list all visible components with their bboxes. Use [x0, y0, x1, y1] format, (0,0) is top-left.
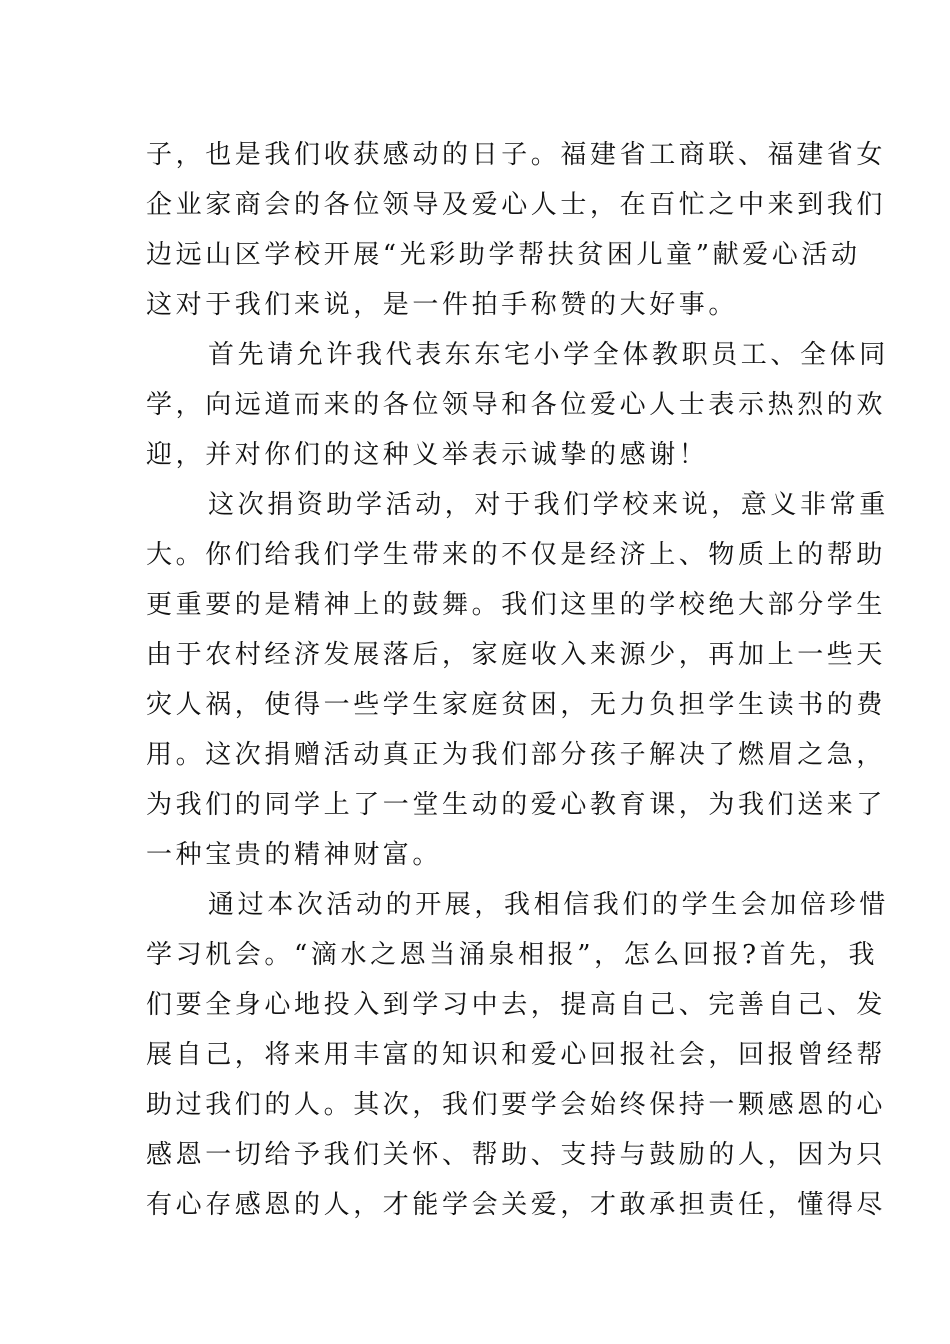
text-line: 这次捐资助学活动，对于我们学校来说，意义非常重: [208, 490, 889, 520]
text-line: 为我们的同学上了一堂生动的爱心教育课，为我们送来了: [146, 790, 887, 820]
text-line: 们要全身心地投入到学习中去，提高自己、完善自己、发: [146, 990, 887, 1020]
text-line: 学，向远道而来的各位领导和各位爱心人士表示热烈的欢: [146, 390, 887, 420]
text-line: 这对于我们来说，是一件拍手称赞的大好事。: [146, 290, 739, 320]
paragraph-4: [146, 880, 889, 1230]
text-line: 大。你们给我们学生带来的不仅是经济上、物质上的帮助: [146, 540, 887, 570]
text-line: 边远山区学校开展“光彩助学帮扶贫困儿童”献爱心活动: [146, 240, 861, 270]
text-line: 感恩一切给予我们关怀、帮助、支持与鼓励的人，因为只: [146, 1140, 887, 1170]
text-line: 迎，并对你们的这种义举表示诚挚的感谢！: [146, 440, 709, 470]
document-body: [146, 130, 889, 1230]
text-line: 展自己，将来用丰富的知识和爱心回报社会，回报曾经帮: [146, 1040, 887, 1070]
text-line: 用。这次捐赠活动真正为我们部分孩子解决了燃眉之急，: [146, 740, 887, 770]
text-line: 首先请允许我代表东东宅小学全体教职员工、全体同: [208, 340, 889, 370]
text-line: 通过本次活动的开展，我相信我们的学生会加倍珍惜: [208, 890, 889, 920]
text-line: 学习机会。“滴水之恩当涌泉相报”，怎么回报?首先，我: [146, 940, 879, 970]
paragraph-2: [146, 330, 889, 480]
text-line: 企业家商会的各位领导及爱心人士，在百忙之中来到我们: [146, 190, 887, 220]
paragraph-3: [146, 480, 889, 880]
text-line: 子，也是我们收获感动的日子。福建省工商联、福建省女: [146, 140, 887, 170]
text-line: 有心存感恩的人，才能学会关爱，才敢承担责任，懂得尽: [146, 1190, 887, 1220]
text-line: 一种宝贵的精神财富。: [146, 840, 443, 870]
text-line: 助过我们的人。其次，我们要学会始终保持一颗感恩的心: [146, 1090, 887, 1120]
paragraph-1: [146, 130, 887, 330]
text-line: 灾人祸，使得一些学生家庭贫困，无力负担学生读书的费: [146, 690, 887, 720]
text-line: 由于农村经济发展落后，家庭收入来源少，再加上一些天: [146, 640, 887, 670]
text-line: 更重要的是精神上的鼓舞。我们这里的学校绝大部分学生: [146, 590, 887, 620]
